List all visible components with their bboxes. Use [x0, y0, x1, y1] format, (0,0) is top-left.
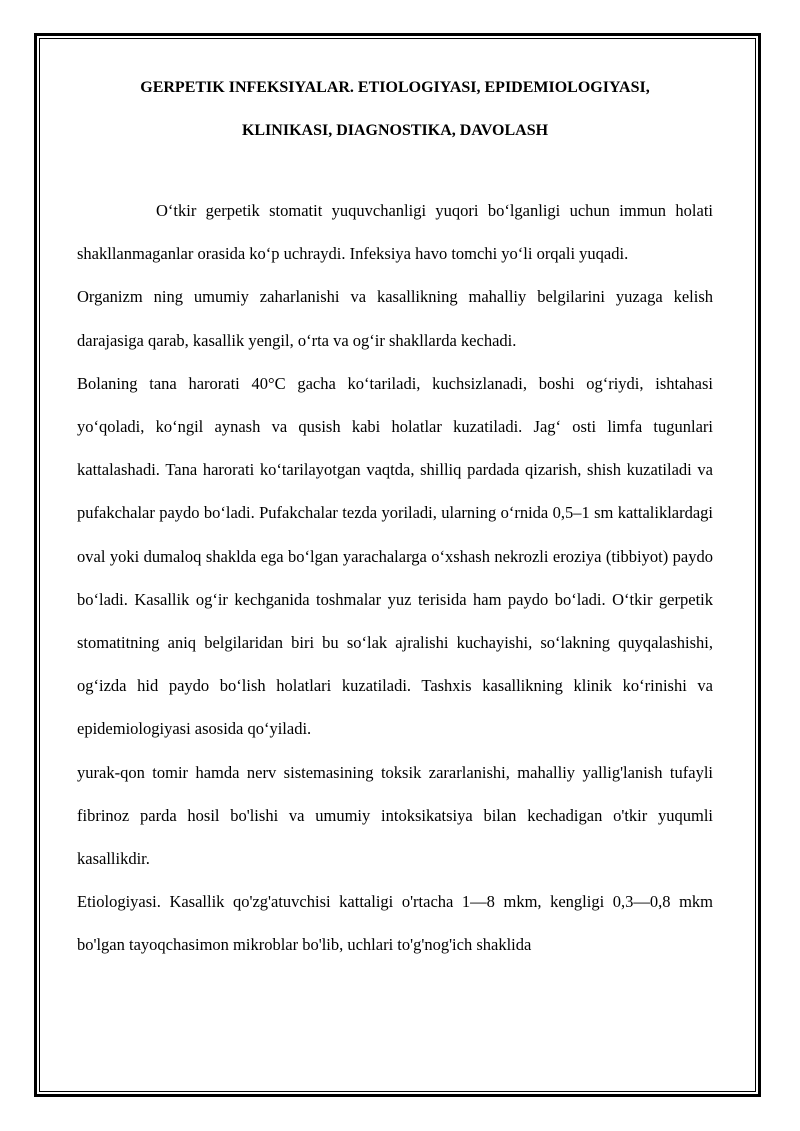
- paragraph-severity: Organizm ning umumiy zaharlanishi va kasallikning mahalliy belgilarini yuzaga kelish darajasiga qarab, kasallik yengil, o‘rta va og‘ir shakllarda kechadi.: [77, 287, 713, 350]
- document-title-line-1: GERPETIK INFEKSIYALAR. ETIOLOGIYASI, EPIDEMIOLOGIYASI,: [140, 79, 650, 96]
- paragraph-symptoms: Bolaning tana harorati 40°C gacha ko‘tariladi, kuchsizlanadi, boshi og‘riydi, ishtahasi yo‘qoladi, ko‘ngil aynash va qusish kabi holatlar kuzatiladi. Jag‘ osti limfa tugunlari kattalashadi. Tana harorati ko‘tarilayotgan vaqtda, shilliq pardada qizarish, shish kuzatiladi va pufakchalar paydo bo‘ladi. Pufakchalar tezda yoriladi, ularning o‘rnida 0,5–1 sm kattaliklardagi oval yoki dumaloq shaklda ega bo‘lgan yarachalarga o‘xshash nekrozli eroziya (tibbiyot) paydo bo‘ladi. Kasallik og‘ir kechganida toshmalar yuz terisida ham paydo bo‘ladi. O‘tkir gerpetik stomatitning aniq belgilaridan biri bu so‘lak ajralishi kuchayishi, so‘lakning quyqalashishi, og‘izda hid paydo bo‘lish holatlari kuzatiladi. Tashxis kasallikning klinik ko‘rinishi va epidemiologiyasi asosida qo‘yiladi.: [77, 373, 713, 739]
- paragraph-complications: yurak-qon tomir hamda nerv sistemasining toksik zararlanishi, mahalliy yallig'lanish tufayli fibrinoz parda hosil bo'lishi va umumiy intoksikatsiya bilan kechadigan o'tkir yuqumli kasallikdir.: [77, 762, 713, 869]
- document-title-line-2: KLINIKASI, DIAGNOSTIKA, DAVOLASH: [241, 122, 549, 139]
- paragraph-etiology: Etiologiyasi. Kasallik qo'zg'atuvchisi kattaligi o'rtacha 1—8 mkm, kengligi 0,3—0,8 mkm bo'lgan tayoqchasimon mikroblar bo'lib, uchlari to'g'nog'ich shaklida: [77, 892, 713, 955]
- document-body: [77, 66, 713, 967]
- paragraph-intro: O‘tkir gerpetik stomatit yuquvchanligi yuqori bo‘lganligi uchun immun holati shakllanmaganlar orasida ko‘p uchraydi. Infeksiya havo tomchi yo‘li orqali yuqadi.: [77, 201, 713, 264]
